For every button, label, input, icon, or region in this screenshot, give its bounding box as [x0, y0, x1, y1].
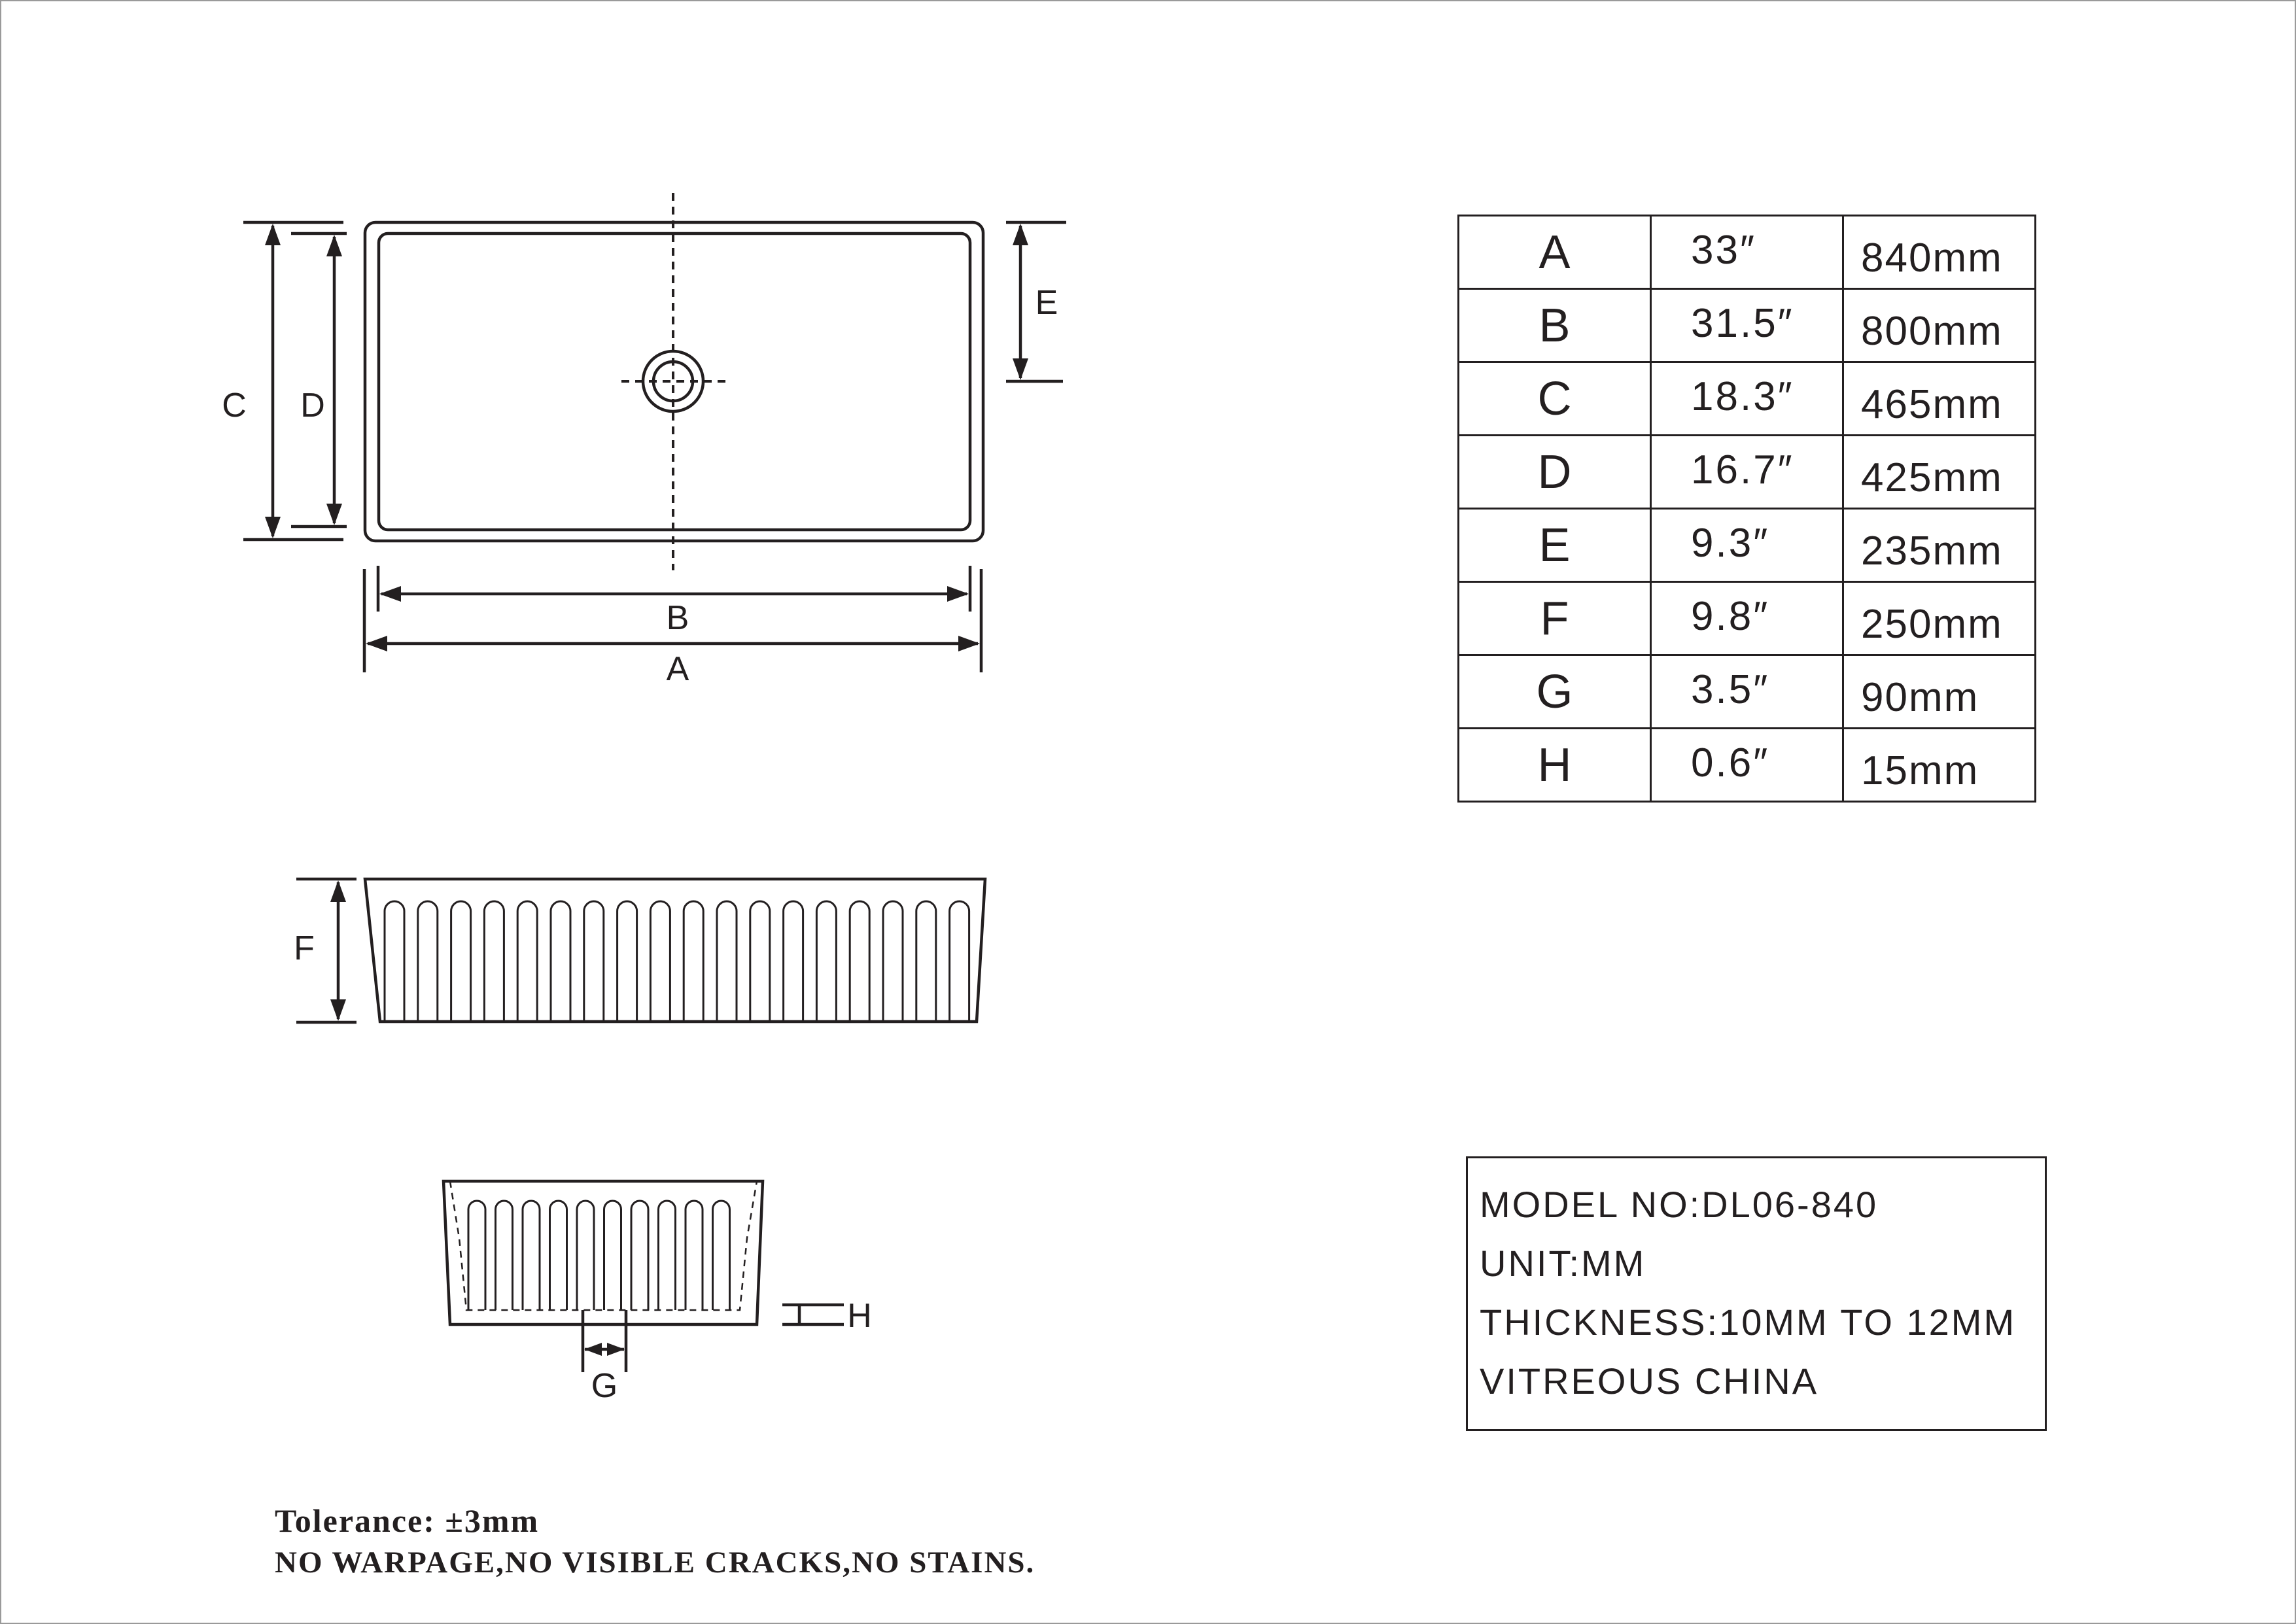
dimension-mm: 425mm [1843, 436, 2036, 509]
flute-groove [584, 901, 604, 1022]
side-view [444, 1181, 872, 1405]
dimension-inch: 33″ [1651, 216, 1843, 289]
dimension-inch: 0.6″ [1651, 729, 1843, 802]
dimension-label: G [1459, 655, 1651, 729]
label-b: B [666, 599, 689, 637]
flute-groove [517, 901, 537, 1022]
label-h: H [847, 1297, 872, 1335]
tolerance-note: Tolerance: ±3mm [275, 1502, 540, 1539]
flute-groove [577, 1201, 594, 1310]
side-flutes [468, 1201, 730, 1310]
apron-flutes [385, 901, 969, 1022]
dimension-inch: 3.5″ [1651, 655, 1843, 729]
notes [275, 1502, 1035, 1580]
flute-groove [484, 901, 504, 1022]
info-box [1466, 1156, 2047, 1431]
flute-groove [659, 1201, 676, 1310]
label-f: F [294, 929, 315, 967]
material-text: VITREOUS CHINA [1480, 1360, 1819, 1402]
dimension-mm: 800mm [1843, 289, 2036, 362]
dimension-row [1459, 509, 2036, 582]
flute-groove [385, 901, 404, 1022]
flute-groove [950, 901, 969, 1022]
flute-groove [551, 901, 570, 1022]
flute-groove [686, 1201, 703, 1310]
model-number: MODEL NO:DL06-840 [1480, 1184, 1879, 1225]
flute-groove [883, 901, 903, 1022]
dimension-mm: 250mm [1843, 582, 2036, 655]
flute-groove [684, 901, 703, 1022]
dimension-mm: 15mm [1843, 729, 2036, 802]
dimension-inch: 31.5″ [1651, 289, 1843, 362]
dimension-mm: 840mm [1843, 216, 2036, 289]
front-view [294, 879, 985, 1022]
dimension-row [1459, 582, 2036, 655]
dimension-label: A [1459, 216, 1651, 289]
dimension-mm: 465mm [1843, 362, 2036, 436]
unit-text: UNIT:MM [1480, 1243, 1646, 1284]
flute-groove [418, 901, 438, 1022]
dimension-inch: 16.7″ [1651, 436, 1843, 509]
flute-groove [717, 901, 737, 1022]
dimension-label: E [1459, 509, 1651, 582]
flute-groove [650, 901, 670, 1022]
label-a: A [666, 650, 689, 688]
dimension-inch: 9.8″ [1651, 582, 1843, 655]
flute-groove [617, 901, 637, 1022]
dimension-inch: 18.3″ [1651, 362, 1843, 436]
dimension-mm: 90mm [1843, 655, 2036, 729]
flute-groove [604, 1201, 621, 1310]
flute-groove [496, 1201, 513, 1310]
flute-groove [850, 901, 869, 1022]
flute-groove [631, 1201, 648, 1310]
dimension-row [1459, 362, 2036, 436]
top-view [222, 193, 1066, 688]
flute-groove [713, 1201, 730, 1310]
flute-groove [550, 1201, 567, 1310]
flute-groove [523, 1201, 540, 1310]
flute-groove [750, 901, 770, 1022]
dimension-row [1459, 729, 2036, 802]
dimension-label: C [1459, 362, 1651, 436]
dimension-label: H [1459, 729, 1651, 802]
dimension-label: B [1459, 289, 1651, 362]
dimension-label: D [1459, 436, 1651, 509]
label-g: G [591, 1367, 618, 1405]
sink-outer-rim [365, 222, 983, 541]
dimension-row [1459, 216, 2036, 289]
thickness-text: THICKNESS:10MM TO 12MM [1480, 1302, 2017, 1343]
flute-groove [784, 901, 803, 1022]
drain-inner-icon [653, 362, 693, 401]
dimension-mm: 235mm [1843, 509, 2036, 582]
label-c: C [222, 387, 247, 424]
label-e: E [1035, 284, 1058, 322]
flute-groove [468, 1201, 485, 1310]
dimension-table [1457, 215, 2036, 803]
flute-groove [916, 901, 936, 1022]
flute-groove [816, 901, 836, 1022]
dimension-row [1459, 655, 2036, 729]
label-d: D [300, 387, 325, 424]
dimension-row [1459, 289, 2036, 362]
quality-note: NO WARPAGE,NO VISIBLE CRACKS,NO STAINS. [275, 1546, 1035, 1580]
dimension-label: F [1459, 582, 1651, 655]
dimension-inch: 9.3″ [1651, 509, 1843, 582]
flute-groove [451, 901, 471, 1022]
dimension-row [1459, 436, 2036, 509]
